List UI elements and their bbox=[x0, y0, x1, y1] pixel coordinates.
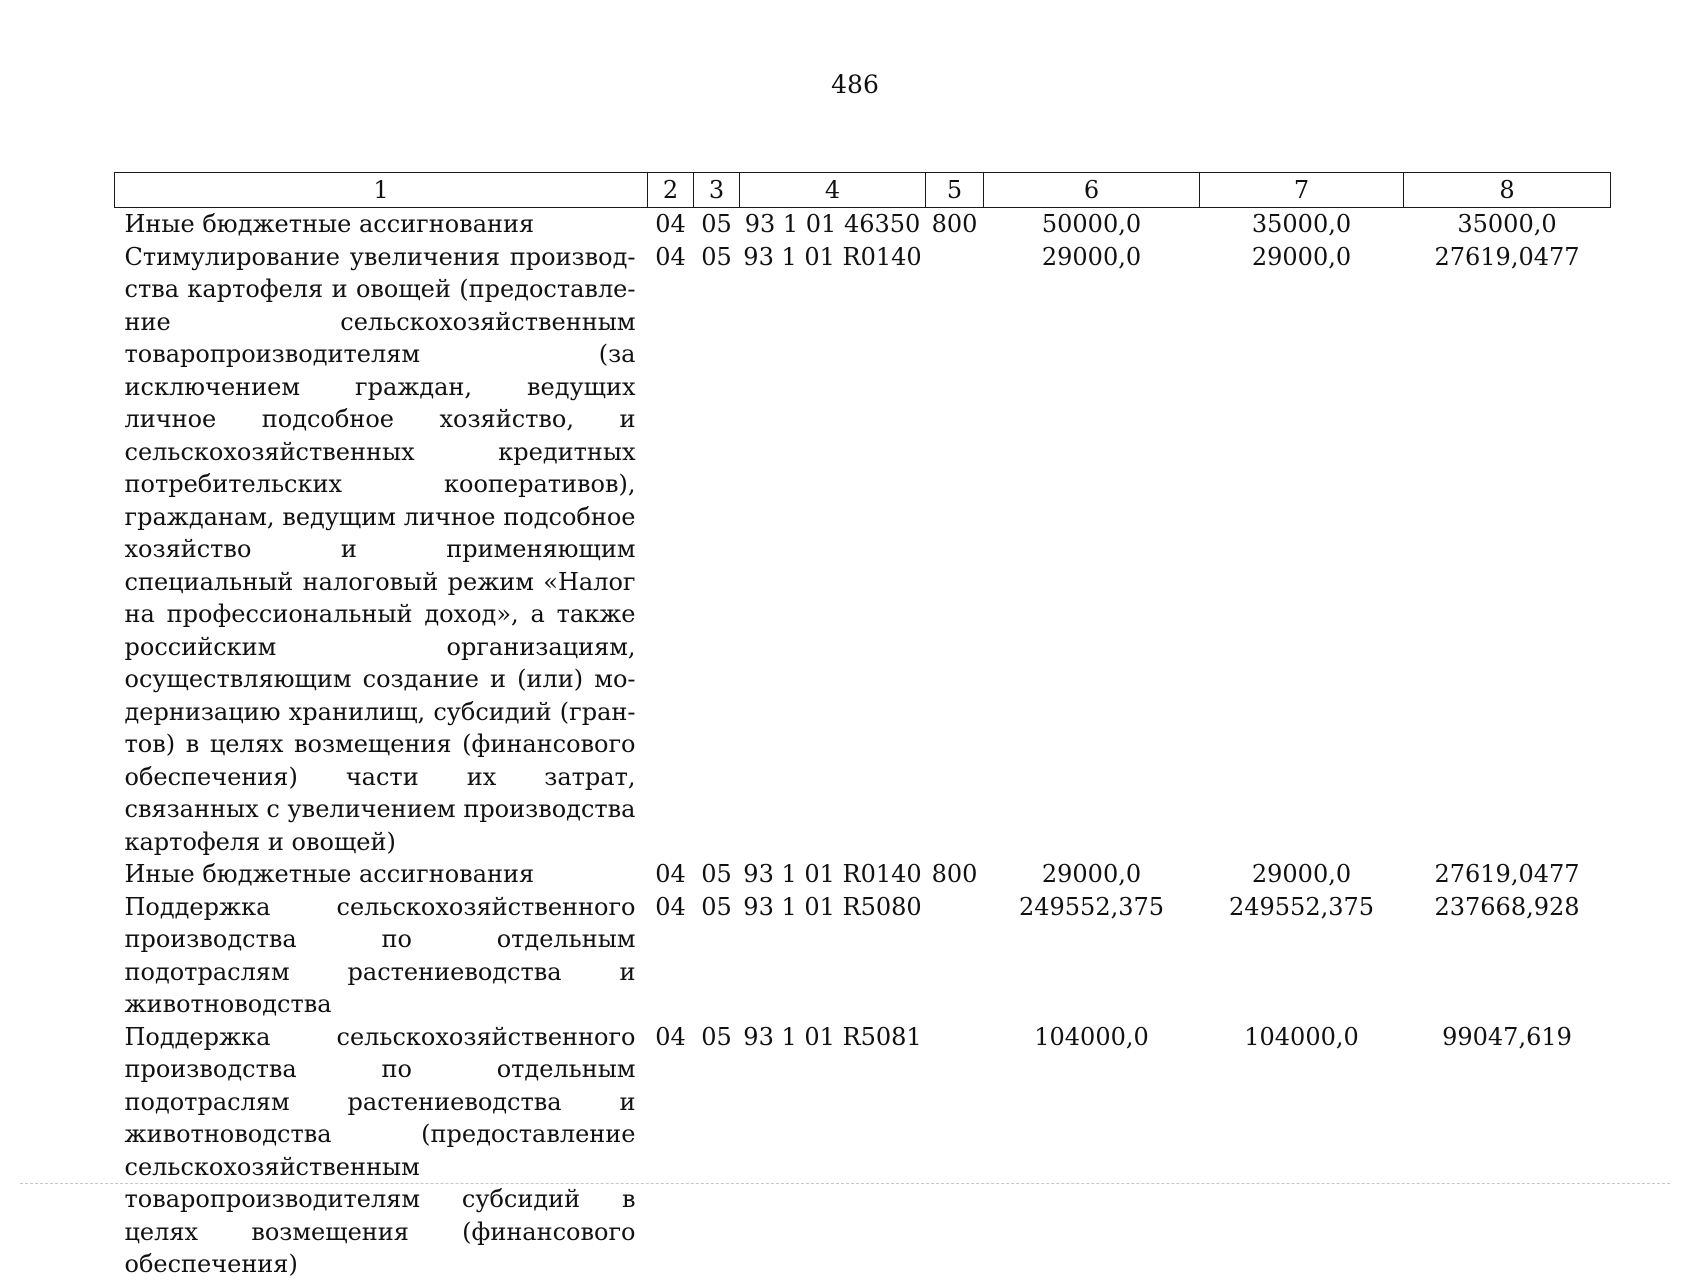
row-target-code: 93 1 01 R0140 bbox=[743, 860, 922, 888]
row-name: Поддержка сельскохозяйственного производства по отдельным подотраслям растениеводства и животноводства bbox=[124, 892, 636, 1018]
row-subsection: 05 bbox=[701, 860, 732, 888]
row-target-code: 93 1 01 R5081 bbox=[743, 1022, 922, 1051]
row-amount-6: 104000,0 bbox=[1034, 1022, 1149, 1051]
row-name: Поддержка сельскохозяйственного производства по отдельным подотраслям растениеводства и животноводства (предоставление сельскохозяйственным товаропроизводителям субсидий в целях возмещения (финансового обеспечения) bbox=[124, 1022, 636, 1278]
row-expense-type bbox=[926, 1021, 984, 1281]
row-name: Иные бюджетные ассигнования bbox=[124, 210, 535, 238]
row-amount-6: 29000,0 bbox=[1041, 860, 1142, 888]
header-col-3: 3 bbox=[694, 173, 740, 208]
row-amount-6: 50000,0 bbox=[1041, 210, 1142, 238]
header-col-4: 4 bbox=[740, 173, 926, 208]
budget-table bbox=[114, 172, 1611, 1281]
header-col-1: 1 bbox=[115, 173, 648, 208]
row-amount-6: 249552,375 bbox=[1018, 892, 1165, 921]
row-target-code: 93 1 01 R5080 bbox=[743, 892, 922, 921]
header-col-6: 6 bbox=[984, 173, 1200, 208]
row-section: 04 bbox=[655, 210, 686, 238]
table-row bbox=[115, 1021, 1611, 1281]
table-row bbox=[115, 891, 1611, 1021]
row-name: Стимулирование увеличения производства картофеля и овощей (предоставление сельскохозяйственным товаропроизводителям (за исключением граждан, ведущих личное подсобное хозяйство, и сельскохозяйственных кредитных потребительских кооперативов), гражданам, ведущим личное подсобное хозяйство и применяющим специальный налоговый режим «Налог на профессиональный доход», а также российским организациям, осуществляющим создание и (или) модернизацию хранилищ, субсидий (грантов) в целях возмещения (финансового обеспечения) части их затрат, связанных с увеличением производства картофеля и овощей) bbox=[124, 242, 636, 856]
row-subsection: 05 bbox=[701, 892, 732, 921]
header-col-2: 2 bbox=[648, 173, 694, 208]
row-expense-type bbox=[926, 241, 984, 859]
row-target-code: 93 1 01 R0140 bbox=[743, 242, 922, 271]
table-row bbox=[115, 241, 1611, 859]
row-amount-7: 29000,0 bbox=[1251, 860, 1352, 888]
row-expense-type bbox=[926, 891, 984, 1021]
header-col-5: 5 bbox=[926, 173, 984, 208]
row-amount-7: 35000,0 bbox=[1251, 210, 1352, 238]
row-subsection: 05 bbox=[701, 1022, 732, 1051]
row-amount-8: 35000,0 bbox=[1457, 210, 1557, 238]
row-amount-6: 29000,0 bbox=[1041, 242, 1142, 271]
page-number: 486 bbox=[831, 70, 879, 99]
row-amount-7: 29000,0 bbox=[1251, 242, 1352, 271]
row-amount-8: 99047,619 bbox=[1442, 1022, 1572, 1051]
row-section: 04 bbox=[655, 242, 686, 271]
table-row bbox=[115, 858, 1611, 891]
row-target-code: 93 1 01 46350 bbox=[744, 210, 921, 238]
header-col-8: 8 bbox=[1404, 173, 1611, 208]
table-header-row bbox=[115, 173, 1611, 208]
row-section: 04 bbox=[655, 860, 686, 888]
row-expense-type: 800 bbox=[931, 860, 978, 888]
row-section: 04 bbox=[655, 892, 686, 921]
row-amount-7: 104000,0 bbox=[1244, 1022, 1359, 1051]
row-name: Иные бюджетные ассигнования bbox=[124, 860, 535, 888]
header-col-7: 7 bbox=[1200, 173, 1404, 208]
row-subsection: 05 bbox=[701, 242, 732, 271]
row-amount-8: 27619,0477 bbox=[1434, 242, 1580, 271]
row-amount-8: 27619,0477 bbox=[1434, 860, 1580, 888]
scan-edge-divider bbox=[20, 1183, 1670, 1184]
row-expense-type: 800 bbox=[931, 210, 978, 238]
row-amount-8: 237668,928 bbox=[1434, 892, 1580, 921]
row-amount-7: 249552,375 bbox=[1228, 892, 1375, 921]
table-row bbox=[115, 208, 1611, 241]
row-subsection: 05 bbox=[701, 210, 732, 238]
row-section: 04 bbox=[655, 1022, 686, 1051]
